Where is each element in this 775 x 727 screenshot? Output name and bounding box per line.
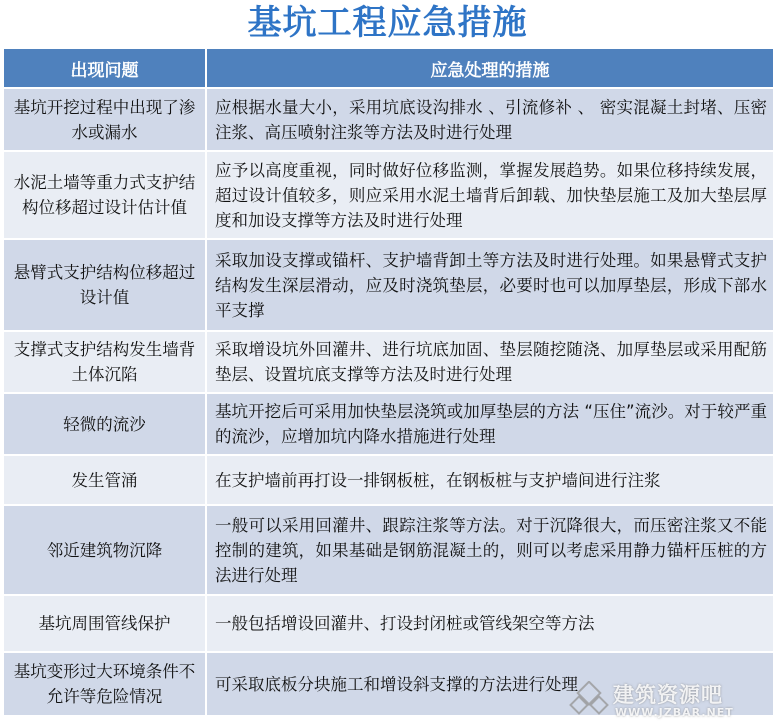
measure-cell: 采取加设支撑或锚杆、支护墙背卸土等方法及时进行处理。如果悬臂式支护结构发生深层滑动，应及时浇筑垫层，必要时也可以加厚垫层，形成下部水平支撑 <box>206 239 774 331</box>
problem-cell: 基坑周围管线保护 <box>3 595 206 652</box>
table-row <box>3 455 774 505</box>
problem-cell: 悬臂式支护结构位移超过设计值 <box>3 239 206 331</box>
table-row <box>3 393 774 455</box>
measure-cell: 应予以高度重视，同时做好位移监测，掌握发展趋势。如果位移持续发展，超过设计值较多，则应采用水泥土墙背后卸载、加快垫层施工及加大垫层厚度和加设支撑等方法及时进行处理 <box>206 151 774 239</box>
measure-cell: 一般可以采用回灌井、跟踪注浆等方法。对于沉降很大，而压密注浆又不能控制的建筑，如果基础是钢筋混凝土的，则可以考虑采用静力锚杆压桩的方法进行处理 <box>206 505 774 595</box>
measure-cell: 在支护墙前再打设一排钢板桩，在钢板桩与支护墙间进行注浆 <box>206 455 774 505</box>
column-header-measure: 应急处理的措施 <box>206 48 774 88</box>
table-row <box>3 595 774 652</box>
problem-cell: 基坑变形过大环境条件不允许等危险情况 <box>3 652 206 716</box>
watermark-name: 建筑资源吧 <box>613 683 723 707</box>
table-row <box>3 239 774 331</box>
column-header-problem: 出现问题 <box>3 48 206 88</box>
emergency-measures-table <box>2 47 775 717</box>
problem-cell: 基坑开挖过程中出现了渗水或漏水 <box>3 88 206 151</box>
measure-cell: 采取增设坑外回灌井、进行坑底加固、垫层随挖随浇、加厚垫层或采用配筋垫层、设置坑底支撑等方法及时进行处理 <box>206 331 774 393</box>
problem-cell: 发生管涌 <box>3 455 206 505</box>
measure-cell: 基坑开挖后可采用加快垫层浇筑或加厚垫层的方法 “压住”流沙。对于较严重的流沙，应增加坑内降水措施进行处理 <box>206 393 774 455</box>
table-row <box>3 652 774 716</box>
measure-cell: 应根据水量大小，采用坑底设沟排水 、引流修补 、 密实混凝土封堵、压密注浆、高压喷射注浆等方法及时进行处理 <box>206 88 774 151</box>
measure-cell: 可采取底板分块施工和增设斜支撑的方法进行处理 <box>206 652 774 716</box>
table-header-row <box>3 48 774 88</box>
measure-cell: 一般包括增设回灌井、打设封闭桩或管线架空等方法 <box>206 595 774 652</box>
problem-cell: 水泥土墙等重力式支护结构位移超过设计估计值 <box>3 151 206 239</box>
page-title: 基坑工程应急措施 <box>247 3 528 43</box>
table-row <box>3 88 774 151</box>
problem-cell: 轻微的流沙 <box>3 393 206 455</box>
problem-cell: 邻近建筑物沉降 <box>3 505 206 595</box>
watermark-url: WWW.JZBAR.NET <box>615 706 734 719</box>
table-row <box>3 331 774 393</box>
table-row <box>3 151 774 239</box>
table-row <box>3 505 774 595</box>
problem-cell: 支撑式支护结构发生墙背土体沉陷 <box>3 331 206 393</box>
